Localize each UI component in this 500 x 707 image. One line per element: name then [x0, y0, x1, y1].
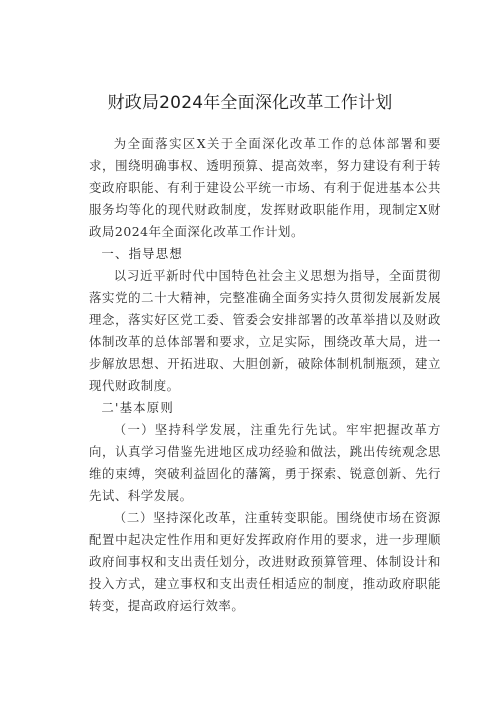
- intro-paragraph: 为全面落实区X关于全面深化改革工作的总体部署和要求，围绕明确事权、透明预算、提高效率，努力建设有利于转变政府职能、有利于建设公平统一市场、有利于促进基本公共服务均等化的现代财政制度，发挥财政职能作用，现制定X财政局2024年全面深化改革工作计划。: [89, 136, 441, 239]
- section-heading-guiding-ideology: 一、指导思想: [101, 246, 183, 261]
- document-body: [89, 133, 441, 617]
- principle-paragraph-2: （二）坚持深化改革，注重转变职能。围绕使市场在资源配置中起决定性作用和更好发挥政府作用的要求，进一步理顺政府间事权和支出责任划分，改进财政预算管理、体制设计和投入方式，建立事权和支出责任相适应的制度，推动政府职能转变，提高政府运行效率。: [89, 510, 441, 613]
- principle-paragraph-1: （一）坚持科学发展，注重先行先试。牢牢把握改革方向，认真学习借鉴先进地区成功经验和做法，跳出传统观念思维的束缚，突破利益固化的藩篱，勇于探索、锐意创新、先行先试、科学发展。: [89, 422, 441, 503]
- document-title: 财政局2024年全面深化改革工作计划: [107, 93, 393, 113]
- section-heading-basic-principles: 二'基本原则: [101, 400, 174, 415]
- guiding-ideology-paragraph: 以习近平新时代中国特色社会主义思想为指导，全面贯彻落实党的二十大精神，完整准确全面务实持久贯彻发展新发展理念，落实好区党工委、管委会安排部署的改革举措以及财政体制改革的总体部署和要求，立足实际，围绕改革大局，进一步解放思想、开拓进取、大胆创新，破除体制机制瓶颈，建立现代财政制度。: [89, 268, 441, 393]
